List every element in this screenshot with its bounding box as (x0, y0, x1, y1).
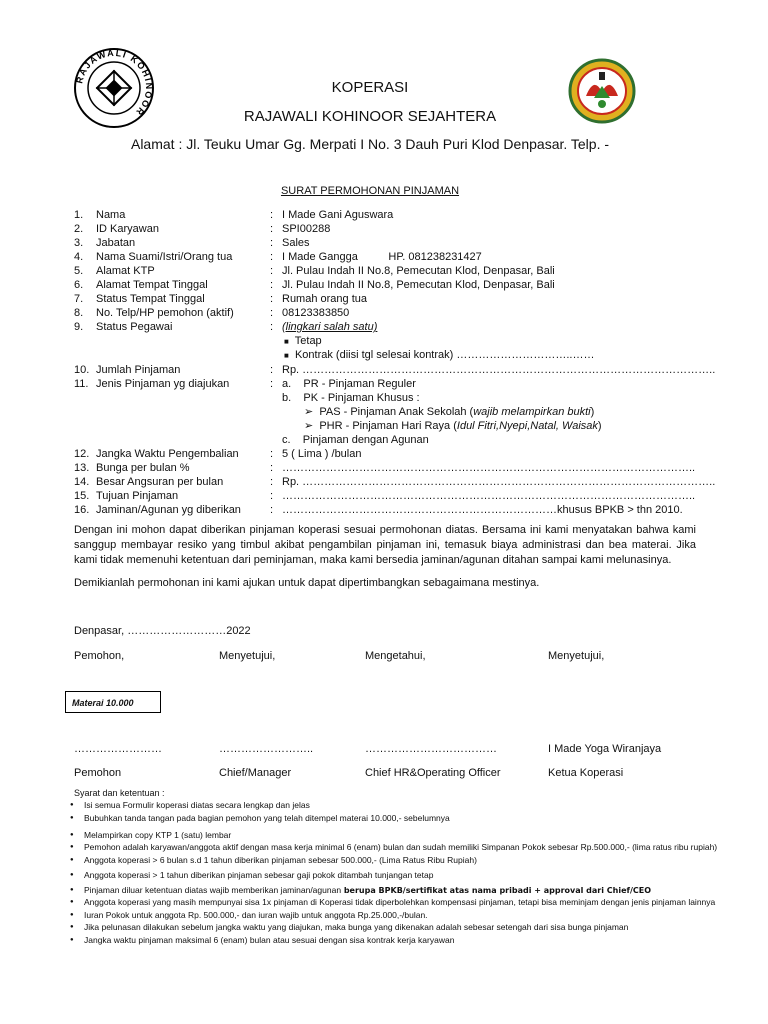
signature-line: …………………… (74, 743, 162, 755)
role-title: Pemohon (74, 767, 122, 779)
field-value: I Made Gani Aguswara (282, 209, 394, 221)
place-date: Denpasar, ………………………2022 (74, 625, 251, 637)
field-number: 9. (74, 321, 84, 333)
field-value: Sales (282, 237, 310, 249)
status-option-kontrak: ■ Kontrak (diisi tgl selesai kontrak) …………………………..…… (284, 349, 595, 361)
statement-paragraph: Dengan ini mohon dapat diberikan pinjaman koperasi sesuai permohonan diatas. Bersama ini kami menyatakan bahwa kami sanggup membayar resiko yang timbul akibat pengambilan pinjaman ini, temasuk biaya administrasi dan bea materai. Jika kami tidak memenuhi ketentuan dari peminjaman, maka kami bersedia jaminan/agunan ditahan sampai kami melunasinya. (74, 524, 696, 566)
status-option-tetap: ■ Tetap (284, 335, 322, 347)
field-value: (lingkari salah satu) (282, 321, 378, 333)
role-title: Ketua Koperasi (548, 767, 624, 779)
signature-line: …………………….. (219, 743, 314, 755)
role-title: Chief/Manager (219, 767, 292, 779)
field-value: I Made Gangga HP. 081238231427 (282, 251, 482, 263)
field-label: Besar Angsuran per bulan (96, 476, 224, 488)
square-bullet-icon: ■ (284, 337, 289, 346)
terms-item: ● Anggota koperasi > 1 tahun diberikan pinjaman sebesar gaji pokok ditambah tunjangan tetap (84, 870, 734, 881)
field-label: Alamat Tempat Tinggal (96, 279, 208, 291)
field-label: Jenis Pinjaman yg diajukan (96, 378, 230, 390)
header-line-1: KOPERASI (331, 79, 409, 96)
field-number: 2. (74, 223, 84, 235)
terms-item: ● Pemohon adalah karyawan/anggota aktif dengan masa kerja minimal 6 (enam) bulan dan sudah memiliki Simpanan Pokok sebesar Rp.500.000,- (lima ratus ribu rupiah) (84, 842, 734, 853)
square-bullet-icon: ■ (284, 351, 289, 360)
role-label: Menyetujui, (548, 650, 605, 662)
arrow-bullet-icon: ➢ (304, 406, 314, 418)
header-address: Alamat : Jl. Teuku Umar Gg. Merpati I No. 3 Dauh Puri Klod Denpasar. Telp. - (130, 136, 610, 152)
field-number: 15. (74, 490, 90, 502)
terms-heading: Syarat dan ketentuan : (74, 788, 165, 798)
field-number: 3. (74, 237, 84, 249)
role-label: Pemohon, (74, 650, 125, 662)
field-number: 8. (74, 307, 84, 319)
jenis-b: b. PK - Pinjaman Khusus : (282, 392, 420, 404)
field-number: 14. (74, 476, 90, 488)
field-label: No. Telp/HP pemohon (aktif) (96, 307, 234, 319)
field-label: Nama (96, 209, 126, 221)
jenis-phr: ➢ PHR - Pinjaman Hari Raya (Idul Fitri,Nyepi,Natal, Waisak) (304, 420, 602, 432)
field-number: 13. (74, 462, 90, 474)
field-value: ………………………………………………………………………………………………….. (282, 490, 696, 502)
field-value: ………………………………………………………………………………………………….. (282, 462, 696, 474)
arrow-bullet-icon: ➢ (304, 420, 314, 432)
jenis-pas: ➢ PAS - Pinjaman Anak Sekolah (wajib melampirkan bukti) (304, 406, 595, 418)
field-number: 5. (74, 265, 84, 277)
terms-item: ● Isi semua Formulir koperasi diatas secara lengkap dan jelas (84, 800, 734, 811)
field-number: 16. (74, 504, 90, 516)
field-label: Alamat KTP (96, 265, 155, 277)
field-value: 08123383850 (282, 307, 350, 319)
terms-item: ● Melampirkan copy KTP 1 (satu) lembar (84, 830, 734, 841)
field-value: Jl. Pulau Indah II No.8, Pemecutan Klod, Denpasar, Bali (282, 279, 555, 291)
field-label: Bunga per bulan % (96, 462, 190, 474)
jenis-c: c. Pinjaman dengan Agunan (282, 434, 429, 446)
terms-item: ● Jangka waktu pinjaman maksimal 6 (enam) bulan atau sesuai dengan sisa kontrak kerja karyawan (84, 935, 734, 946)
field-value: a. PR - Pinjaman Reguler (282, 378, 416, 390)
field-number: 11. (74, 378, 89, 390)
logo-ring-text: RAJAWALI KOHINOOR (74, 47, 155, 119)
closing-paragraph: Demikianlah permohonan ini kami ajukan untuk dapat dipertimbangkan sebagaimana mestinya. (74, 577, 540, 589)
field-value: SPI00288 (282, 223, 331, 235)
terms-item: ● Jika pelunasan dilakukan sebelum jangka waktu yang diajukan, maka bunga yang dikenakan adalah sebesar setengah dari sisa bunga pinjaman (84, 922, 734, 933)
field-number: 7. (74, 293, 84, 305)
signature-name: I Made Yoga Wiranjaya (548, 743, 662, 755)
field-value: Jl. Pulau Indah II No.8, Pemecutan Klod, Denpasar, Bali (282, 265, 555, 277)
field-value: …………………………………………………………………khusus BPKB > thn 2010. (282, 504, 683, 516)
field-label: Jumlah Pinjaman (96, 364, 181, 376)
field-label: ID Karyawan (96, 223, 159, 235)
field-label: Jaminan/Agunan yg diberikan (96, 504, 241, 516)
role-title: Chief HR&Operating Officer (365, 767, 501, 779)
field-number: 12. (74, 448, 90, 460)
field-label: Tujuan Pinjaman (96, 490, 179, 502)
role-label: Mengetahui, (365, 650, 426, 662)
field-value: Rp. ………………………………………………………………………………………………….. (282, 364, 716, 376)
field-label: Status Pegawai (96, 321, 173, 333)
field-label: Jangka Waktu Pengembalian (96, 448, 239, 460)
field-value: 5 ( Lima ) /bulan (282, 448, 362, 460)
terms-item: ● Pinjaman diluar ketentuan diatas wajib memberikan jaminan/agunan berupa BPKB/sertifikat atas nama pribadi + approval dari Chief/CEO (84, 885, 734, 896)
field-label: Status Tempat Tinggal (96, 293, 205, 305)
field-label: Nama Suami/Istri/Orang tua (96, 251, 233, 263)
terms-item: ● Anggota koperasi > 6 bulan s.d 1 tahun diberikan pinjaman sebesar 500.000,- (Lima Ratus Ribu Rupiah) (84, 855, 734, 866)
header-line-2: RAJAWALI KOHINOOR SEJAHTERA (243, 108, 497, 125)
form-title: SURAT PERMOHONAN PINJAMAN (280, 185, 460, 197)
terms-item: ● Iuran Pokok untuk anggota Rp. 500.000,- dan iuran wajib untuk anggota Rp.25.000,-/bulan. (84, 910, 734, 921)
field-value: Rp. ………………………………………………………………………………………………….. (282, 476, 716, 488)
terms-item: ● Anggota koperasi yang masih mempunyai sisa 1x pinjaman di Koperasi tidak diperbolehkan kompensasi pinjaman, tetapi bisa meminjam dengan jenis pinjaman lainnya (84, 897, 734, 908)
field-number: 6. (74, 279, 84, 291)
role-label: Menyetujui, (219, 650, 276, 662)
signature-line: ……………………………… (365, 743, 497, 755)
field-value: Rumah orang tua (282, 293, 367, 305)
field-number: 4. (74, 251, 84, 263)
field-number: 10. (74, 364, 90, 376)
materai-stamp-box: Materai 10.000 (65, 691, 161, 713)
terms-list (60, 800, 734, 947)
field-label: Jabatan (96, 237, 136, 249)
field-number: 1. (74, 209, 84, 221)
terms-item: ● Bubuhkan tanda tangan pada bagian pemohon yang telah ditempel materai 10.000,- sebelumnya (84, 813, 734, 824)
